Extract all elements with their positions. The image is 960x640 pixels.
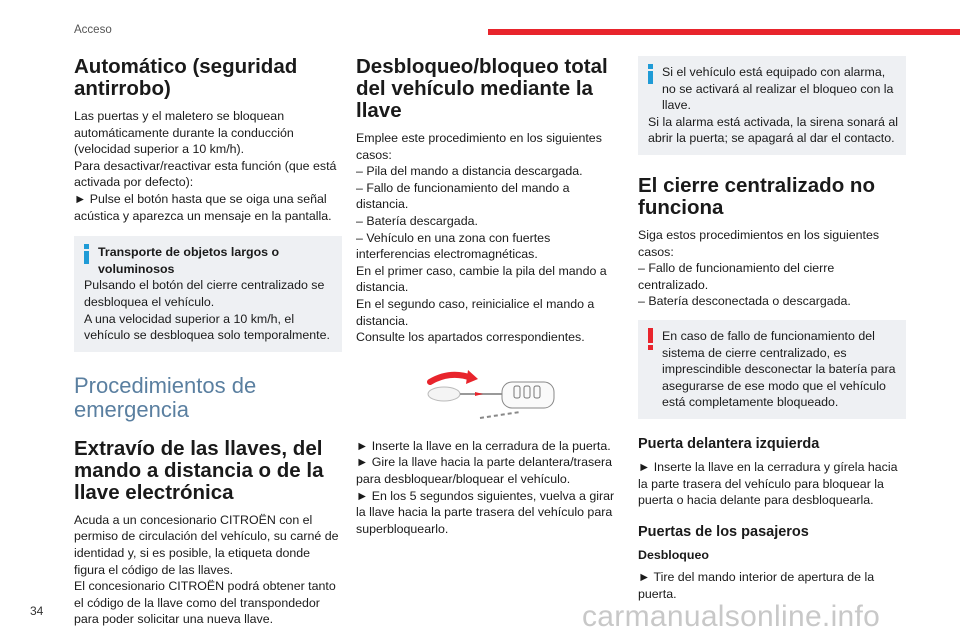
header-accent-bar — [488, 29, 960, 35]
info-box-title: Transporte de objetos largos o voluminosos — [98, 245, 280, 276]
central-text-1: Siga estos procedimientos en los siguientes casos: — [638, 227, 880, 259]
watermark: carmanualsonline.info — [582, 600, 881, 633]
section-title-emergencia: Procedimientos de emergencia — [74, 372, 257, 422]
intro-4: – Batería descargada. — [356, 213, 478, 228]
auto-step: ► Pulse el botón hasta que se oiga una señal acústica y aparezca un mensaje en la pantalla. — [74, 191, 332, 223]
warning-box — [638, 320, 906, 419]
intro-2: – Pila del mando a distancia descargada. — [356, 164, 583, 179]
intro-8: Consulte los apartados correspondientes. — [356, 330, 585, 345]
lost-text-2: El concesionario CITROËN podrá obtener tanto el código de la llave como del transpondedor para poder solicitar una nueva llave. — [74, 579, 336, 627]
step-1: ► Inserte la llave en la cerradura de la puerta. — [356, 438, 611, 453]
intro-7: En el segundo caso, reinicialice el mando a distancia. — [356, 296, 595, 328]
key-in-lock-illustration — [420, 360, 560, 430]
alarm-text-1: Si el vehículo está equipado con alarma, no se activará al realizar el bloqueo con la llave. — [662, 65, 894, 113]
warning-text: En caso de fallo de funcionamiento del sistema de cierre centralizado, es imprescindible desconectar la batería para asegurarse de ese modo que el vehículo está completamente bloqueado. — [662, 328, 896, 410]
info-box-text-2: A una velocidad superior a 10 km/h, el vehículo se desbloquea solo temporalmente. — [84, 311, 330, 343]
step-3: ► En los 5 segundos siguientes, vuelva a girar la llave hacia la parte trasera del vehículo para superbloquearlo. — [356, 488, 615, 536]
intro-1: Emplee este procedimiento en los siguientes casos: — [356, 131, 602, 162]
info-box-objetos — [74, 236, 342, 352]
central-text-3: – Batería desconectada o descargada. — [638, 294, 851, 309]
front-text: ► Inserte la llave en la cerradura y gírela hacia la parte trasera del vehículo para bloquear la puerta o hacia delante para desbloquearla. — [638, 459, 898, 508]
running-header: Acceso — [74, 24, 112, 36]
intro-6: En el primer caso, cambie la pila del mando a distancia. — [356, 263, 607, 295]
unlock-text: ► Tire del mando interior de apertura de la puerta. — [638, 570, 875, 601]
lost-text-1: Acuda a un concesionario CITROËN con el permiso de circulación del vehículo, su carné de identidad y, si es posible, la etiqueta donde figura el código de las llaves. — [74, 512, 339, 577]
heading-extravio: Extravío de las llaves, del mando a distancia o de la llave electrónica — [74, 436, 324, 504]
auto-text-1: Las puertas y el maletero se bloquean automáticamente durante la conducción (velocidad superior a 10 km/h). — [74, 109, 294, 157]
info-icon — [648, 64, 653, 84]
column-2 — [356, 56, 624, 537]
heading-automatico: Automático (seguridad antirrobo) — [74, 55, 298, 100]
intro-3: – Fallo de funcionamiento del mando a distancia. — [356, 180, 570, 212]
info-box-alarma — [638, 56, 906, 155]
heading-desbloqueo: Desbloqueo — [638, 547, 709, 562]
info-box-text-1: Pulsando el botón del cierre centralizado se desbloquea el vehículo. — [84, 278, 325, 309]
heading-puertas-pasajeros: Puertas de los pasajeros — [638, 523, 809, 540]
central-text-2: – Fallo de funcionamiento del cierre centralizado. — [638, 261, 835, 292]
warning-icon — [648, 328, 653, 350]
intro-5: – Vehículo en una zona con fuertes interferencias electromagnéticas. — [356, 230, 551, 262]
alarm-text-2: Si la alarma está activada, la sirena sonará al abrir la puerta; se apagará al dar el contacto. — [648, 114, 899, 146]
info-icon — [84, 244, 89, 264]
column-3 — [638, 56, 906, 602]
step-2: ► Gire la llave hacia la parte delantera/trasera para desbloquear/bloquear el vehículo. — [356, 455, 613, 486]
heading-puerta-delantera: Puerta delantera izquierda — [638, 435, 820, 452]
page-number: 34 — [30, 604, 44, 618]
heading-desbloqueo-total: Desbloqueo/bloqueo total del vehículo mediante la llave — [356, 55, 608, 122]
column-1 — [74, 56, 342, 628]
auto-text-2: Para desactivar/reactivar esta función (que está activada por defecto): — [74, 158, 337, 190]
heading-cierre-centralizado: El cierre centralizado no funciona — [638, 173, 875, 219]
